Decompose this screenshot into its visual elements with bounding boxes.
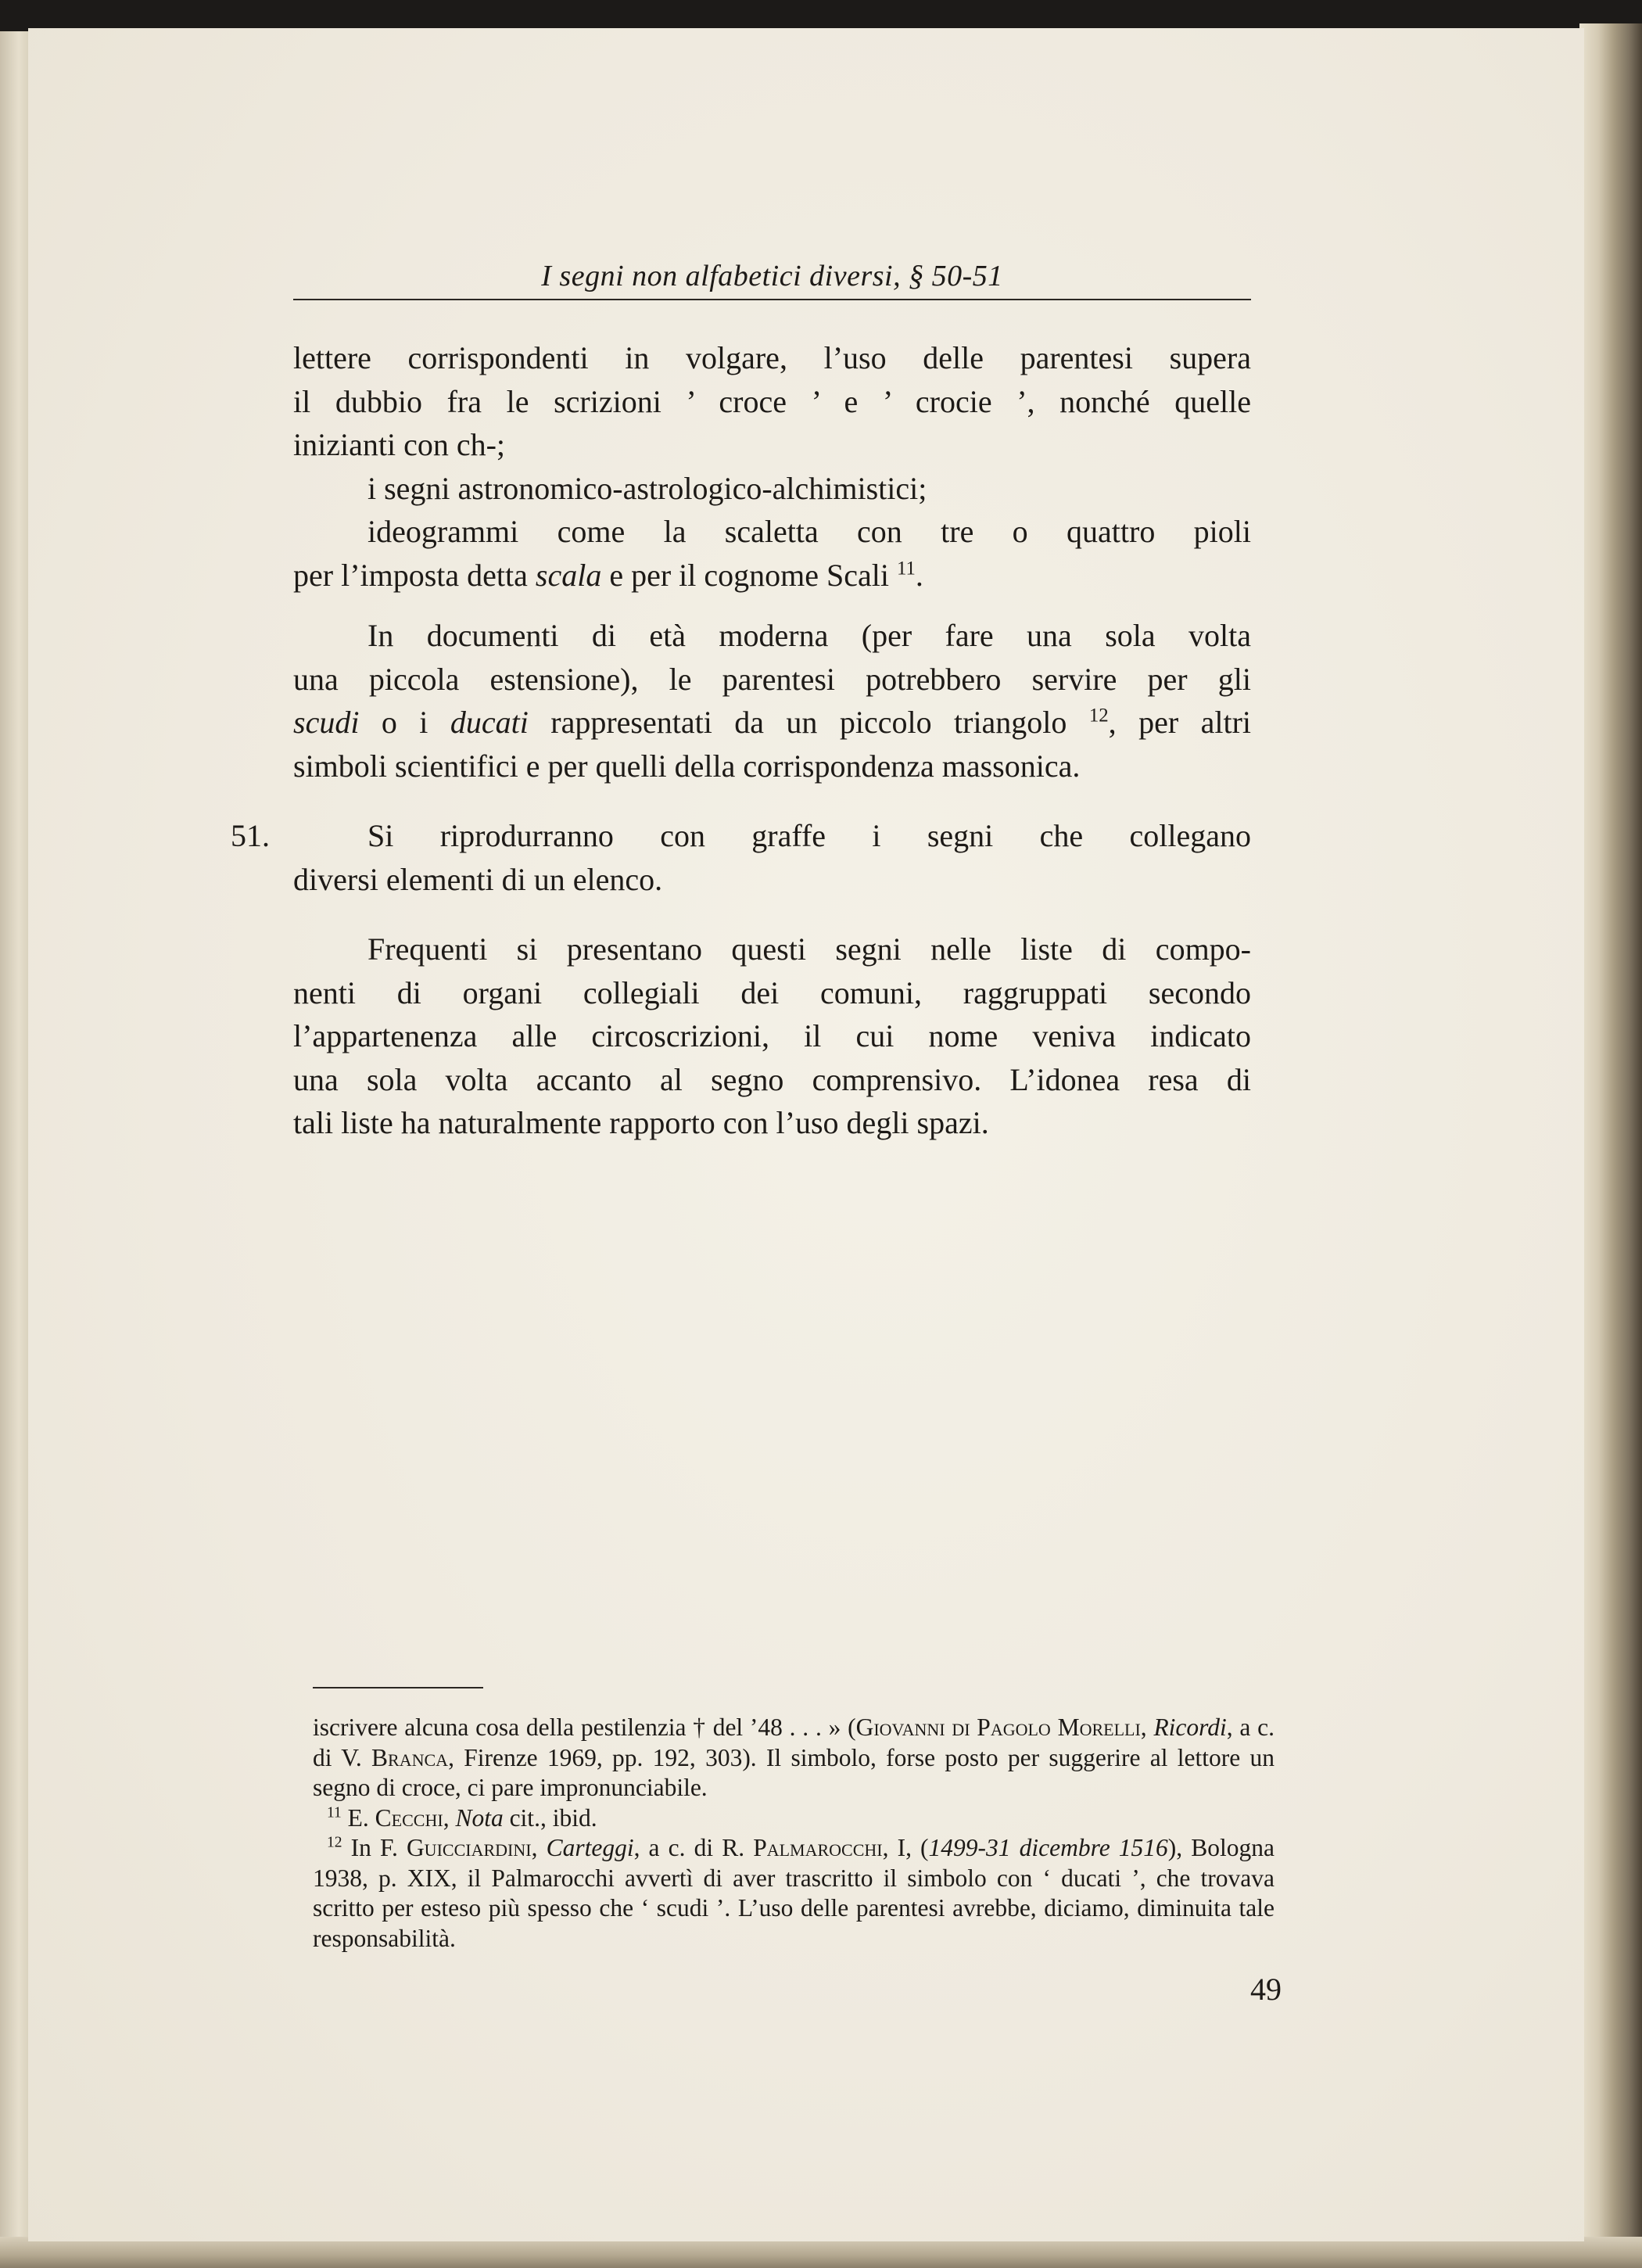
author-name: Giovanni di Pagolo Morelli xyxy=(855,1714,1141,1741)
text-run: rappresentati da un piccolo triangolo xyxy=(528,705,1067,740)
text-run: , I, ( xyxy=(882,1834,929,1861)
text-run: , Firenze 1969, pp. 192, 303). Il simbolo, forse posto per suggerire al lettore un segno di croce, ci pare impronunciabile. xyxy=(313,1743,1275,1801)
text-line: una piccola estensione), le parentesi potrebbero servire per gli xyxy=(293,661,1251,697)
text-run: , a c. di R. xyxy=(633,1834,754,1861)
text-line xyxy=(293,554,1251,598)
book-title: Carteggi xyxy=(546,1834,634,1861)
text-run: cit., ibid. xyxy=(503,1803,597,1832)
footnote-ref-12: 12 xyxy=(1088,705,1109,727)
footnote-separator xyxy=(313,1687,483,1688)
text-run: iscrivere alcuna cosa della pestilenzia † del ’48 . . . » ( xyxy=(313,1714,856,1741)
text-line: Si riprodurranno con graffe i segni che collegano xyxy=(367,818,1251,853)
text-run: In F. xyxy=(342,1834,407,1861)
text-line: ideogrammi come la scaletta con tre o quattro pioli xyxy=(367,514,1251,549)
text-line: inizianti con ch-; xyxy=(293,427,506,462)
section-number: 51. xyxy=(231,818,270,853)
italic-term: scala xyxy=(535,557,602,593)
author-name: Guicciardini xyxy=(406,1834,532,1861)
text-run: , xyxy=(531,1834,547,1861)
editor-name: Branca xyxy=(371,1743,449,1771)
footnote-12 xyxy=(313,1833,1275,1954)
paragraph-modern-documents xyxy=(293,614,1251,788)
text-line xyxy=(293,701,1251,745)
editor-name: Palmarocchi xyxy=(753,1834,883,1861)
text-run: ), Bologna 1938, p. XIX, il Palmarocchi avvertì di aver trascritto il simbolo con ‘ ducati ’, che trovava scritto per esteso più spesso che ‘ scudi ’. L’uso delle parentesi avrebbe, diciamo, diminuita tale responsabilità. xyxy=(313,1834,1275,1952)
text-run: e per il cognome Scali xyxy=(601,557,889,593)
text-line: i segni astronomico-astrologico-alchimistici; xyxy=(367,470,927,506)
footnotes xyxy=(313,1713,1275,1954)
scanner-background xyxy=(0,0,1642,31)
text-line: In documenti di età moderna (per fare una sola volta xyxy=(367,618,1251,653)
footnote-ref-11: 11 xyxy=(897,558,916,580)
footnote-number: 11 xyxy=(327,1804,342,1821)
text-run: , a c. di V. xyxy=(313,1714,1275,1771)
footnote-11 xyxy=(313,1803,1275,1834)
section-51 xyxy=(231,814,1251,901)
book-spine-edge xyxy=(0,31,31,2268)
text-line: simboli scientifici e per quelli della corrispondenza massonica. xyxy=(293,748,1081,784)
text-line: una sola volta accanto al segno comprensivo. L’idonea resa di xyxy=(293,1061,1251,1097)
text-line: il dubbio fra le scrizioni ’ croce ’ e ’ crocie ’, nonché quelle xyxy=(293,383,1251,419)
italic-term: ducati xyxy=(450,705,529,740)
paragraph-frequent-signs xyxy=(293,928,1251,1145)
book-title: Ricordi xyxy=(1153,1714,1227,1741)
section-51-heading-text xyxy=(293,814,1251,901)
list-item-astronomical-signs xyxy=(293,467,1251,511)
text-run: , per altri xyxy=(1108,705,1252,740)
main-text xyxy=(231,336,1252,1145)
page-edges-bottom xyxy=(0,2237,1642,2268)
text-run: , xyxy=(443,1803,456,1832)
text-line: l’appartenenza alle circoscrizioni, il cui nome veniva indicato xyxy=(293,1018,1251,1053)
text-run: per l’imposta detta xyxy=(293,557,536,593)
list-item-ideograms xyxy=(293,510,1251,597)
author-name: Cecchi xyxy=(375,1803,443,1832)
text-run: E. xyxy=(341,1803,375,1832)
text-line: Frequenti si presentano questi segni nelle liste di compo- xyxy=(367,931,1251,967)
text-line: lettere corrispondenti in volgare, l’uso delle parentesi supera xyxy=(293,340,1251,375)
text-line: tali liste ha naturalmente rapporto con l’uso degli spazi. xyxy=(293,1105,989,1140)
page-number: 49 xyxy=(1250,1972,1282,2007)
running-head: I segni non alfabetici diversi, § 50-51 xyxy=(293,258,1251,300)
paragraph-continuation xyxy=(293,336,1251,467)
footnote-number: 12 xyxy=(327,1834,342,1851)
work-title: Nota xyxy=(455,1803,504,1832)
text-line: diversi elementi di un elenco. xyxy=(293,861,663,897)
footnote-continuation xyxy=(313,1713,1275,1803)
text-run: o i xyxy=(359,705,450,740)
text-run: , xyxy=(1140,1714,1154,1741)
date-range: 1499-31 dicembre 1516 xyxy=(928,1834,1168,1861)
italic-term: scudi xyxy=(293,705,360,740)
page-edges-right xyxy=(1579,23,1642,2268)
text-run: . xyxy=(915,557,923,593)
text-line: nenti di organi collegiali dei comuni, raggruppati secondo xyxy=(293,974,1251,1010)
